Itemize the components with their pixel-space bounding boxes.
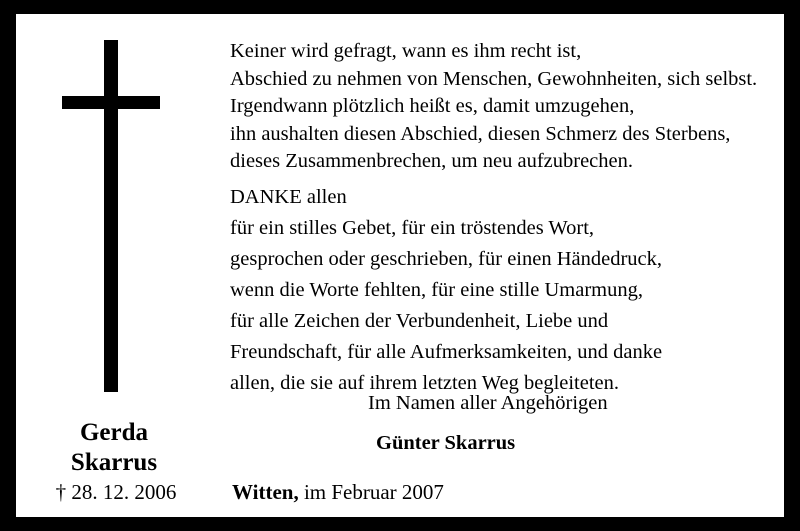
thanks-line: wenn die Worte fehlten, für eine stille Umarmung, [230,279,643,301]
closing-line: Im Namen aller Angehörigen [368,392,608,414]
date-text: im Februar 2007 [298,480,444,504]
right-column [212,14,784,517]
verse-line: dieses Zusammenbrechen, um neu aufzubrechen. [230,150,634,172]
death-date-line [16,480,216,505]
signatory-name: Günter Skarrus [376,432,516,454]
death-date: 28. 12. 2006 [71,480,177,504]
cross-arm [62,96,160,109]
thanks-text [230,182,662,399]
obituary-inner [16,14,784,517]
verse-line: Abschied zu nehmen von Menschen, Gewohnheiten, sich selbst. [230,67,758,90]
thanks-line: allen, die sie auf ihrem letzten Weg begleiteten. [230,372,620,394]
thanks-line: für alle Zeichen der Verbundenheit, Liebe und [230,310,609,332]
deceased-first-name: Gerda [79,419,149,446]
place-name: Witten, [232,480,299,504]
dagger-icon: † [55,480,67,504]
verse-line: Keiner wird gefragt, wann es ihm recht ist, [230,40,582,62]
verse-line: ihn aushalten diesen Abschied, diesen Schmerz des Sterbens, [230,122,731,145]
thanks-line: für ein stilles Gebet, für ein tröstendes Wort, [230,217,595,239]
thanks-line: DANKE allen [230,186,347,208]
verse-line: Irgendwann plötzlich heißt es, damit umzugehen, [230,95,635,117]
left-column [16,14,212,517]
deceased-name [16,418,212,478]
place-and-date [232,480,444,505]
thanks-line: Freundschaft, für alle Aufmerksamkeiten, und danke [230,341,663,363]
deceased-last-name: Skarrus [70,449,158,476]
verse-text [230,38,757,176]
thanks-line: gesprochen oder geschrieben, für einen Händedruck, [230,248,663,270]
christian-cross-icon [104,40,118,392]
